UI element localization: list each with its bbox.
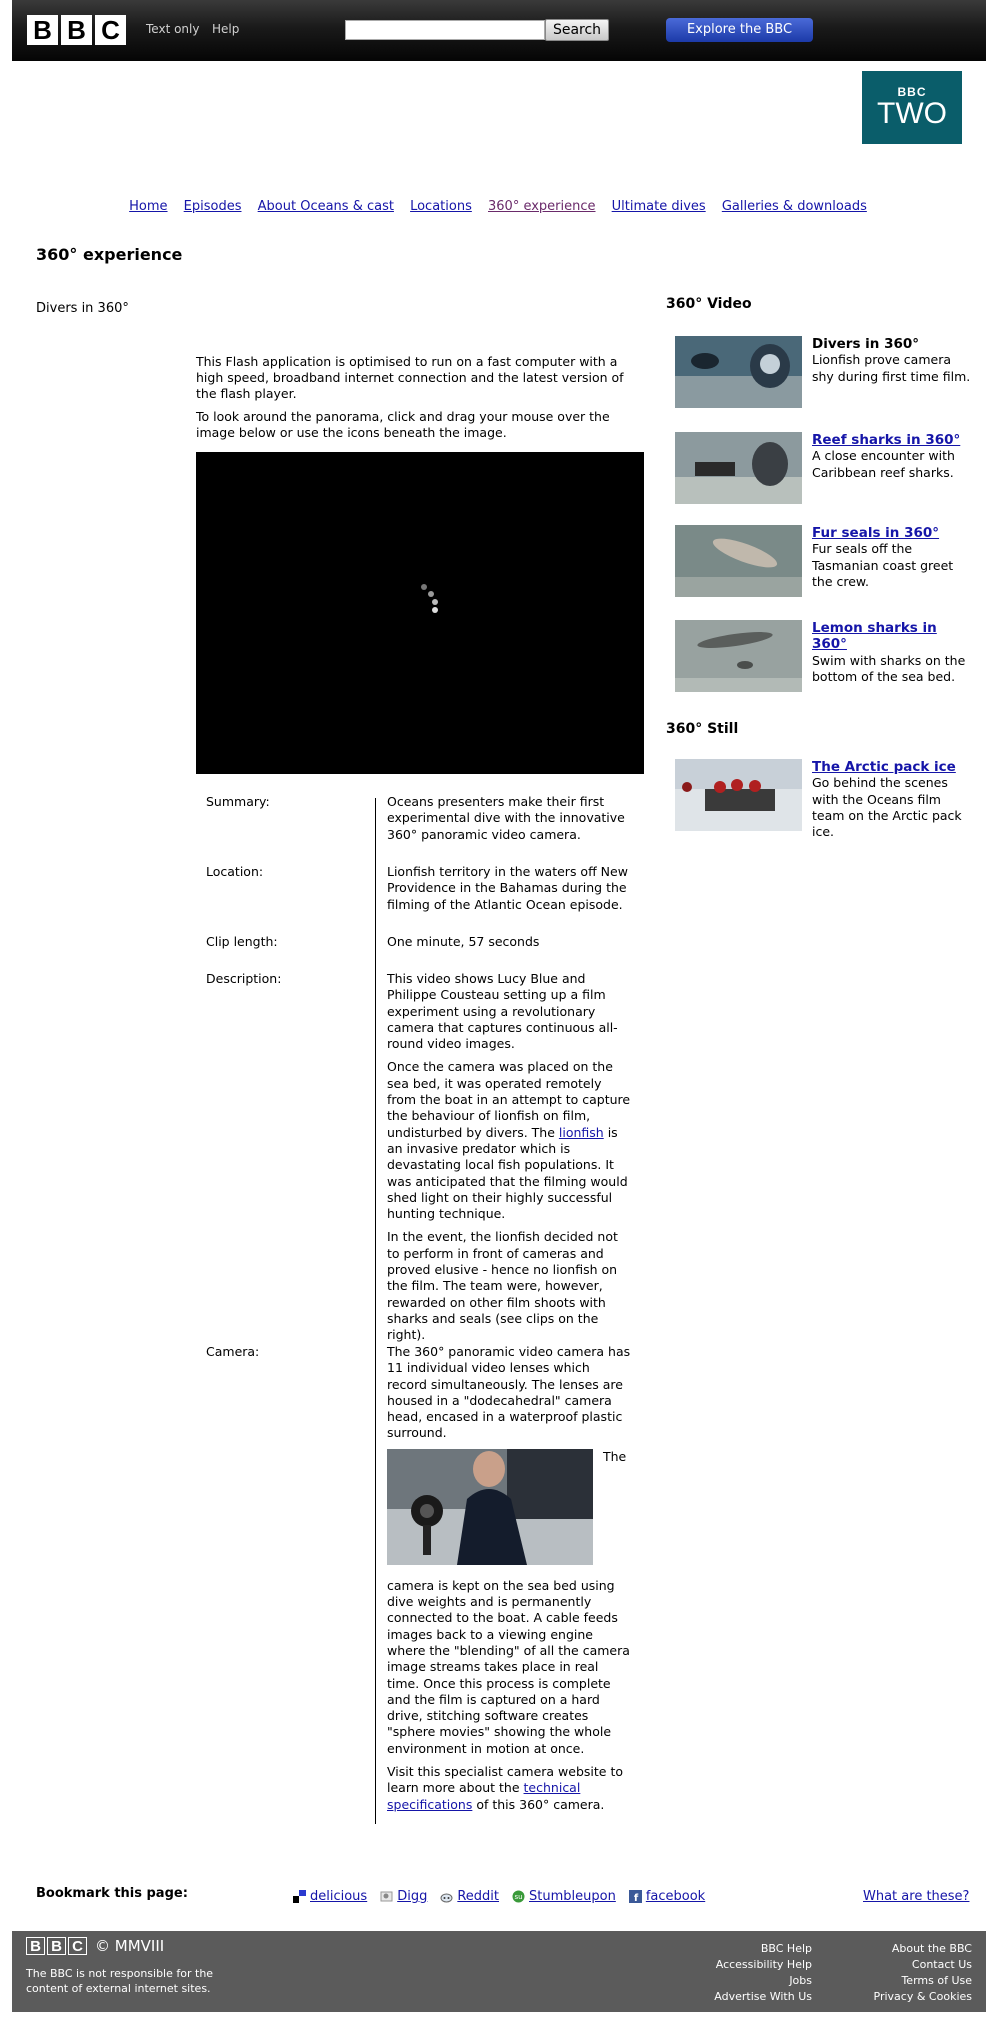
- bookmark-links: [293, 1889, 705, 1904]
- bbc-logo-letter: C: [95, 15, 126, 45]
- search-input[interactable]: [345, 20, 545, 40]
- bookmark-title: Bookmark this page:: [36, 1886, 188, 1901]
- bbc-logo-letter: B: [27, 15, 58, 45]
- footer-logo-letter: C: [68, 1937, 87, 1955]
- video-heading: 360° Video: [666, 296, 752, 312]
- flash-intro: [196, 354, 646, 448]
- info-label: Location:: [206, 864, 264, 879]
- info-label: Camera:: [206, 1344, 260, 1359]
- bookmark-link[interactable]: Reddit: [457, 1889, 500, 1904]
- info-value: Lionfish territory in the waters off New Providence in the Bahamas during the filming of the Atlantic Ocean episode.: [387, 864, 628, 912]
- text-span: is an invasive predator which is devastating local fish populations. It was anticipated that the filming would shed light on their highly successful hunting technique.: [387, 1124, 628, 1222]
- promo-text: [812, 336, 972, 385]
- footer-link[interactable]: Accessibility Help: [715, 1958, 812, 1971]
- promo-text: [812, 525, 972, 590]
- bbc-two-logo[interactable]: [862, 71, 962, 144]
- technical-specifications-link[interactable]: technical specifications: [387, 1780, 581, 1812]
- text-span: Once the camera was placed on the sea bed, it was operated remotely from the boat in an attempt to capture the behaviour of lionfish on film, undisturbed by divers. The: [387, 1059, 631, 1140]
- description-paragraph: This video shows Lucy Blue and Philippe Cousteau setting up a film experiment using a revolutionary camera that captures continuous all-round video images.: [387, 971, 618, 1052]
- info-label: Description:: [206, 971, 282, 986]
- page-subtitle: Divers in 360°: [36, 301, 129, 316]
- footer-column-2: [874, 1941, 972, 2005]
- promo-title-link[interactable]: Lemon sharks in 360°: [812, 620, 937, 653]
- footer-link[interactable]: Advertise With Us: [714, 1990, 812, 2003]
- footer-link[interactable]: Contact Us: [911, 1958, 972, 1971]
- nav-episodes[interactable]: Episodes: [183, 199, 242, 214]
- camera-paragraph: camera is kept on the sea bed using dive weights and is permanently connected to the boat. A cable feeds images back to a viewing engine where the "blending" of all the camera image streams takes place in real time. Once this process is complete and the film is captured on a hard drive, stitching software creates "sphere movies" showing the whole environment in motion at once.: [387, 1577, 630, 1756]
- explore-the-bbc-button[interactable]: Explore the BBC: [666, 18, 813, 42]
- promo-thumbnail[interactable]: [675, 336, 802, 408]
- svg-text:su: su: [514, 1893, 523, 1901]
- promo-text: [812, 620, 972, 685]
- camera-text-start: The: [603, 1448, 627, 1464]
- footer-bbc-logo[interactable]: [26, 1937, 164, 1955]
- text-only-link[interactable]: Text only: [146, 22, 200, 36]
- promo-title-link[interactable]: Fur seals in 360°: [812, 525, 940, 541]
- bbc-top-bar: [12, 0, 986, 61]
- still-heading: 360° Still: [666, 721, 739, 737]
- description-paragraph: [387, 1059, 632, 1222]
- footer-note: The BBC is not responsible for the content of external internet sites.: [26, 1967, 214, 1995]
- promo-title-link[interactable]: Reef sharks in 360°: [812, 432, 961, 448]
- promo-title: Divers in 360°: [812, 336, 920, 352]
- nav-galleries[interactable]: Galleries & downloads: [721, 199, 867, 214]
- footer-logo-letter: B: [47, 1937, 66, 1955]
- camera-paragraph: The 360° panoramic video camera has 11 individual video lenses which record simultaneously. The lenses are housed in a "dodecahedral" camera head, encased in a waterproof plastic surround.: [387, 1344, 631, 1441]
- svg-text:f: f: [633, 1893, 639, 1903]
- help-link[interactable]: Help: [212, 22, 240, 36]
- bbc-logo[interactable]: [27, 15, 126, 45]
- text-span: of this 360° camera.: [472, 1796, 605, 1812]
- lionfish-link[interactable]: lionfish: [558, 1124, 604, 1140]
- site-navigation: [0, 199, 996, 214]
- column-divider: [375, 798, 376, 1824]
- nav-home[interactable]: Home: [129, 199, 168, 214]
- info-value: Oceans presenters make their first experimental dive with the innovative 360° panoramic video camera.: [387, 794, 625, 842]
- promo-description: Go behind the scenes with the Oceans film team on the Arctic pack ice.: [812, 775, 962, 840]
- page-title: 360° experience: [36, 245, 183, 264]
- facebook-icon: [629, 1890, 642, 1903]
- digg-icon: [380, 1890, 393, 1903]
- info-label: Clip length:: [206, 934, 278, 949]
- promo-text: [812, 432, 972, 481]
- promo-thumbnail[interactable]: [675, 759, 802, 831]
- camera-figure: [387, 1449, 632, 1565]
- bookmark-reddit[interactable]: [440, 1889, 499, 1904]
- footer-copyright: © MMVIII: [95, 1937, 165, 1955]
- bookmark-delicious[interactable]: [293, 1889, 367, 1904]
- info-value: One minute, 57 seconds: [387, 934, 540, 949]
- promo-thumbnail[interactable]: [675, 432, 802, 504]
- footer-link[interactable]: About the BBC: [891, 1942, 972, 1955]
- bookmark-link[interactable]: delicious: [310, 1889, 368, 1904]
- nav-about[interactable]: About Oceans & cast: [257, 199, 394, 214]
- promo-thumbnail[interactable]: [675, 620, 802, 692]
- bookmark-digg[interactable]: [380, 1889, 427, 1904]
- stumbleupon-icon: [512, 1890, 525, 1903]
- promo-title-link[interactable]: The Arctic pack ice: [812, 759, 956, 775]
- delicious-icon: [293, 1890, 306, 1903]
- bookmark-link[interactable]: Digg: [397, 1889, 428, 1904]
- search-button[interactable]: Search: [545, 19, 609, 41]
- footer: [12, 1931, 986, 2012]
- promo-thumbnail[interactable]: [675, 525, 802, 597]
- bbc-two-logo-small: BBC: [897, 85, 927, 99]
- camera-photo: [387, 1449, 593, 1565]
- footer-link[interactable]: Terms of Use: [901, 1974, 972, 1987]
- camera-paragraph: [387, 1764, 632, 1813]
- footer-link[interactable]: BBC Help: [760, 1942, 812, 1955]
- what-are-these-link[interactable]: What are these?: [863, 1889, 970, 1904]
- bookmark-facebook[interactable]: [629, 1889, 705, 1904]
- info-value: [387, 971, 632, 1351]
- reddit-icon: [440, 1890, 453, 1903]
- promo-description: Lionfish prove camera shy during first time film.: [812, 352, 971, 384]
- promo-description: A close encounter with Caribbean reef sharks.: [812, 448, 955, 480]
- footer-column-1: [714, 1941, 812, 2005]
- nav-ultimate-dives[interactable]: Ultimate dives: [611, 199, 706, 214]
- bookmark-link[interactable]: facebook: [645, 1889, 706, 1904]
- nav-locations[interactable]: Locations: [410, 199, 472, 214]
- info-label: Summary:: [206, 794, 270, 809]
- bookmark-stumbleupon[interactable]: [512, 1889, 616, 1904]
- info-value: [387, 1344, 632, 1820]
- text-span: Visit this specialist camera website to learn more about the: [387, 1764, 623, 1796]
- nav-360-experience[interactable]: 360° experience: [488, 199, 596, 214]
- bbc-two-logo-big: TWO: [877, 97, 947, 130]
- promo-text: [812, 759, 972, 840]
- footer-link[interactable]: Privacy & Cookies: [873, 1990, 972, 2003]
- promo-description: Fur seals off the Tasmanian coast greet the crew.: [812, 541, 954, 589]
- intro-paragraph: This Flash application is optimised to run on a fast computer with a high speed, broadband internet connection and the latest version of the flash player.: [196, 354, 624, 401]
- promo-description: Swim with sharks on the bottom of the sea bed.: [812, 652, 966, 684]
- description-paragraph: In the event, the lionfish decided not to perform in front of cameras and proved elusive - hence no lionfish on the film. The team were, however, rewarded on other film shoots with sharks and seals (see clips on the right).: [387, 1229, 618, 1343]
- bbc-logo-letter: B: [61, 15, 92, 45]
- footer-link[interactable]: Jobs: [789, 1974, 812, 1987]
- panorama-player[interactable]: [196, 452, 644, 774]
- intro-paragraph: To look around the panorama, click and drag your mouse over the image below or use the icons beneath the image.: [196, 409, 610, 440]
- footer-logo-letter: B: [26, 1937, 45, 1955]
- bookmark-link[interactable]: Stumbleupon: [529, 1889, 616, 1904]
